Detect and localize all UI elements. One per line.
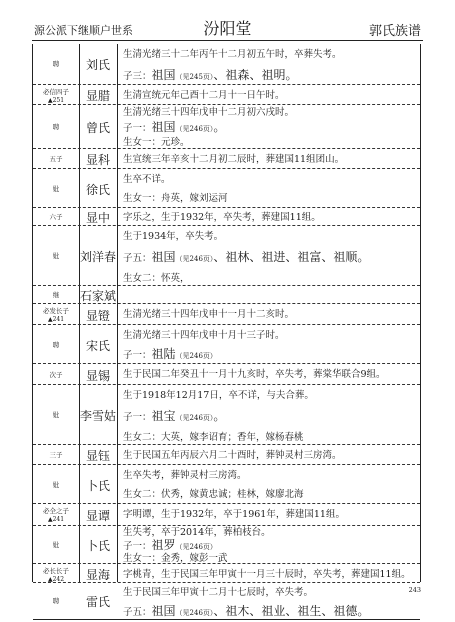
page-number: 243 — [408, 586, 421, 594]
relation-label — [33, 154, 79, 163]
relation-label — [33, 506, 79, 523]
record-line — [123, 189, 416, 208]
record-line — [123, 227, 416, 247]
record-text: 生清光绪三十四年戊申十月十三子时。 — [123, 330, 285, 341]
page-reference: （见246页） — [175, 609, 214, 617]
relation-text: 五子 — [49, 155, 63, 163]
table-row — [33, 563, 420, 583]
cross-reference-marker: ▲251 — [47, 97, 65, 104]
table-row — [33, 444, 420, 465]
cross-reference-marker: ▲241 — [47, 516, 65, 523]
record-text: 生女一：金秀，嫁彭一武 — [123, 553, 228, 564]
relation-label — [33, 410, 79, 419]
record-text: 子五： — [123, 607, 152, 618]
person-name: 卜氏 — [85, 539, 110, 553]
record-text: 生于民国三年甲寅十二月十七辰时，卒失考。 — [123, 587, 314, 598]
child-name: 祖国 — [151, 604, 176, 618]
record-line — [123, 305, 416, 325]
relation-label — [33, 59, 79, 68]
person-name: 刘氏 — [85, 58, 110, 72]
person-name: 显海 — [85, 567, 110, 582]
child-name: 、 — [249, 68, 262, 82]
record-details — [123, 227, 416, 289]
relation-label — [33, 340, 79, 349]
record-details — [123, 386, 416, 448]
record-line — [123, 86, 416, 106]
record-text: 字明谭，生于1932年，卒于1961年，葬建国11组。 — [123, 509, 345, 520]
record-text: 生清宣统元年己酉十二月十一日午时。 — [123, 90, 285, 101]
record-text: 子三： — [123, 71, 152, 82]
table-row — [33, 225, 420, 286]
relation-label — [33, 370, 79, 379]
relation-text: 继 — [52, 291, 60, 299]
record-line — [123, 584, 416, 602]
table-row — [33, 207, 420, 226]
table-row — [33, 44, 420, 84]
record-details — [123, 505, 416, 525]
record-text: 生女二：大英，嫁李诏育；香年，嫁杨春桃 — [123, 432, 304, 443]
table-row — [33, 582, 420, 620]
child-name: 祖陆 — [151, 347, 176, 361]
relation-label — [33, 87, 79, 104]
person-name: 石家斌 — [79, 289, 116, 303]
page-header — [0, 0, 455, 44]
relation-label — [33, 212, 79, 221]
table-row — [33, 303, 420, 325]
person-name: 显中 — [85, 211, 110, 225]
record-details — [123, 326, 416, 366]
record-details — [123, 106, 416, 150]
record-text: 生女二：伏秀，嫁黄忠诚；桂林，嫁廖北海 — [123, 489, 304, 500]
table-row — [33, 285, 420, 304]
person-name: 显谭 — [85, 509, 110, 523]
person-name: 李雪姑 — [79, 409, 116, 423]
person-name: 卜氏 — [85, 478, 110, 493]
relation-text: 妣 — [52, 184, 60, 193]
person-name: 曾氏 — [85, 121, 110, 135]
person-name: 雷氏 — [85, 595, 110, 609]
person-name: 显钰 — [85, 449, 110, 463]
record-text: 子一： — [123, 123, 152, 134]
relation-label — [33, 480, 79, 489]
relation-label — [33, 596, 79, 605]
cross-reference-marker: ▲242 — [47, 576, 65, 583]
table-row — [33, 384, 420, 445]
child-name: 祖国 — [151, 250, 176, 264]
table-row — [33, 503, 420, 526]
relation-text: 必信四子 — [43, 88, 69, 96]
page-reference: （见246页） — [175, 352, 217, 360]
record-text: 生卒不详。 — [123, 174, 171, 185]
relation-label — [33, 184, 79, 193]
page-reference: （见246页） — [175, 543, 217, 551]
child-name: 祖罗 — [151, 538, 176, 552]
relation-label — [33, 566, 79, 583]
record-text: 生于民国五年丙辰六月二十酉时，葬钟灵村三房湾。 — [123, 450, 342, 461]
record-text: 子一： — [123, 412, 152, 423]
child-name: 祖国 — [151, 120, 176, 134]
record-details — [123, 170, 416, 208]
record-text: 子一： — [123, 350, 152, 361]
page-reference: （见246页） — [175, 414, 214, 422]
relation-label — [33, 290, 79, 299]
record-text: 子五： — [123, 253, 152, 264]
record-line — [123, 466, 416, 485]
record-line — [123, 150, 416, 170]
record-text: 字桃青，生于民国三年甲寅十一月三十辰时，卒失考，葬建国11组。 — [123, 569, 411, 580]
record-line — [123, 326, 416, 345]
table-row — [33, 104, 420, 149]
record-details — [123, 446, 416, 466]
person-name: 宋氏 — [85, 338, 110, 353]
page-reference: （见245页） — [175, 73, 214, 81]
relation-text: 聘 — [52, 123, 60, 131]
record-line — [123, 406, 416, 428]
child-name: 祖国 — [151, 68, 176, 82]
record-text: 生清光绪三十二年丙午十二月初五午时，卒葬失考。 — [123, 49, 342, 60]
child-name: 祖森 — [225, 68, 250, 82]
record-details — [123, 466, 416, 504]
relation-label — [33, 306, 79, 323]
record-text: 生于1934年，卒失考。 — [123, 231, 224, 242]
child-name: 。 — [213, 409, 226, 423]
record-line — [123, 446, 416, 466]
record-details — [123, 305, 416, 325]
table-row — [33, 148, 420, 169]
record-line — [123, 170, 416, 189]
record-text: 生于1918年12月17日，卒不详，与夫合葬。 — [123, 390, 314, 401]
person-name: 刘洋春 — [79, 250, 116, 264]
relation-label — [33, 450, 79, 459]
person-name: 显科 — [85, 153, 110, 167]
record-line — [123, 485, 416, 504]
header-rule — [32, 40, 423, 41]
table-row — [33, 464, 420, 504]
relation-text: 必发长子 — [43, 307, 69, 315]
table-row — [33, 363, 420, 385]
relation-text: 妣 — [52, 411, 60, 419]
child-name: 、祖林、祖进、祖富、祖顺。 — [213, 250, 370, 264]
record-line — [123, 45, 416, 65]
relation-text: 妣 — [52, 541, 60, 549]
record-text: 字乐之，生于1932年，卒失考，葬建国11组。 — [123, 212, 321, 223]
relation-text: 六子 — [49, 213, 63, 221]
table-row — [33, 324, 420, 364]
relation-text: 聘 — [52, 60, 60, 68]
record-text: 生女二：怀英， — [123, 273, 190, 284]
record-line — [123, 539, 416, 553]
record-text: 生清光绪三十四年戊申十一月十二亥时。 — [123, 309, 295, 320]
table-row — [33, 84, 420, 105]
record-text: 生清光绪三十四年戊申十二月初六戌时。 — [123, 107, 295, 118]
cross-reference-marker: ▲241 — [47, 316, 65, 323]
relation-text: 三子 — [49, 451, 63, 459]
child-name: 、 — [213, 68, 226, 82]
table-row — [33, 168, 420, 208]
header-book-title: 郭氏族谱 — [368, 24, 421, 39]
record-text: 生于民国二年癸丑十一月十九亥时，卒失考，葬棠华联合9组。 — [123, 369, 386, 380]
record-details — [123, 45, 416, 87]
record-details — [123, 86, 416, 106]
record-text: 生女一：元珍。 — [123, 137, 190, 148]
relation-text: 妣 — [52, 480, 60, 489]
person-name: 徐氏 — [85, 182, 110, 197]
child-name: 、祖木、祖业、祖生、祖德。 — [213, 604, 370, 618]
record-line — [123, 602, 416, 622]
child-name: 祖明 — [261, 68, 286, 82]
record-text: 生失考，卒于2014年，葬柏枝台。 — [123, 527, 271, 538]
relation-text: 次子 — [49, 370, 63, 379]
relation-label — [33, 251, 79, 260]
relation-label — [33, 122, 79, 131]
record-line — [123, 386, 416, 406]
record-text: 子一： — [123, 541, 152, 552]
record-line — [123, 106, 416, 120]
child-name: 。 — [213, 120, 226, 134]
record-line — [123, 365, 416, 385]
relation-label — [33, 540, 79, 549]
page-reference: （见246页） — [175, 125, 214, 133]
record-text: 生女一：舟英，嫁刘运河 — [123, 193, 228, 204]
relation-text: 必长长子 — [43, 567, 69, 575]
header-lineage: 源公派下继顺户世系 — [34, 24, 133, 37]
table-row — [33, 525, 420, 564]
person-name: 显腊 — [85, 89, 110, 103]
record-line — [123, 505, 416, 525]
person-name: 显镫 — [85, 308, 110, 323]
record-details — [123, 527, 416, 565]
person-name: 显锡 — [85, 368, 110, 383]
child-name: 。 — [285, 68, 298, 82]
record-details — [123, 150, 416, 170]
record-details — [123, 365, 416, 385]
record-line — [123, 247, 416, 269]
record-line — [123, 120, 416, 136]
relation-text: 聘 — [52, 597, 60, 605]
child-name: 祖宝 — [151, 409, 176, 423]
record-text: 生宣统三年辛亥十二月初二辰时，葬建国11组团山。 — [123, 154, 345, 165]
relation-text: 聘 — [52, 340, 60, 349]
page-reference: （见246页） — [175, 255, 214, 263]
header-hall-name: 汾阳堂 — [203, 19, 252, 38]
record-details — [123, 584, 416, 622]
relation-text: 必全之子 — [43, 507, 69, 515]
relation-text: 妣 — [52, 252, 60, 260]
record-text: 生卒失考，葬钟灵村三房湾。 — [123, 470, 247, 481]
